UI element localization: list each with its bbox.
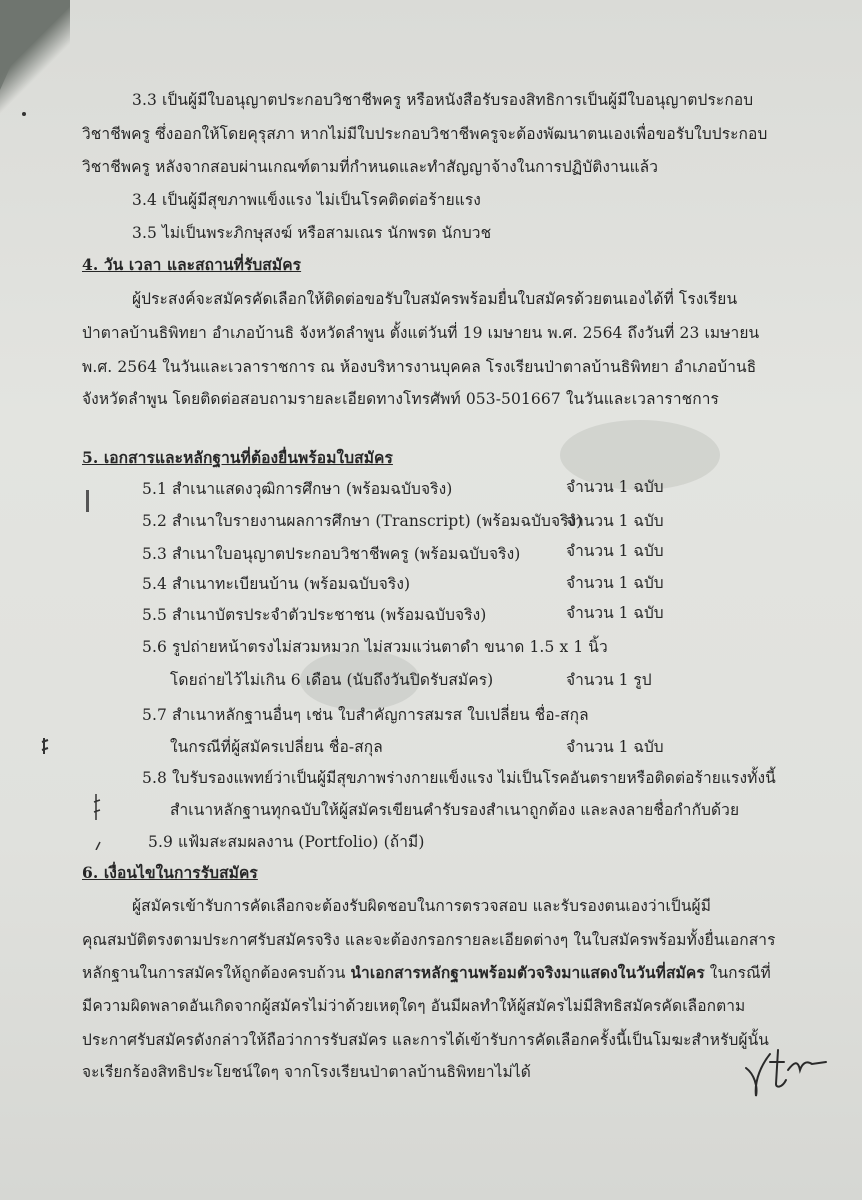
section-6-emphasis: นำเอกสารหลักฐานพร้อมตัวจริงมาแสดงในวันที่สมัคร (350, 963, 705, 982)
section-6-line-3-tail: ในกรณีที่ (704, 964, 771, 982)
item-5-6-line-2: โดยถ่ายไว้ไม่เกิน 6 เดือน (นับถึงวันปิดรับสมัคร) (170, 671, 494, 689)
item-5-3-count: จำนวน 1 ฉบับ (566, 542, 664, 560)
item-5-7-line-2: ในกรณีที่ผู้สมัครเปลี่ยน ชื่อ-สกุล (170, 738, 383, 756)
item-5-6-count: จำนวน 1 รูป (566, 671, 652, 689)
section-6-line-4 (82, 996, 745, 1016)
item-5-3: 5.3 สำเนาใบอนุญาตประกอบวิชาชีพครู (พร้อมฉบับจริง) (142, 545, 521, 563)
heading-4: 4. วัน เวลา และสถานที่รับสมัคร (82, 255, 302, 274)
item-5-6-line-1: 5.6 รูปถ่ายหน้าตรงไม่สวมหมวก ไม่สวมแว่นตาดำ ขนาด 1.5 x 1 นิ้ว (142, 638, 608, 656)
item-5-5-count: จำนวน 1 ฉบับ (566, 604, 664, 622)
item-5-2-count: จำนวน 1 ฉบับ (566, 512, 664, 530)
section-6-line-3-text: หลักฐานในการสมัครให้ถูกต้องครบถ้วน (82, 964, 351, 982)
section-3-4: 3.4 เป็นผู้มีสุขภาพแข็งแรง ไม่เป็นโรคติดต่อร้ายแรง (132, 191, 481, 209)
section-4-line-1: ผู้ประสงค์จะสมัครคัดเลือกให้ติดต่อขอรับใบสมัครพร้อมยื่นใบสมัครด้วยตนเองได้ที่ โรงเรียน (132, 290, 738, 308)
item-5-8-line-2: สำเนาหลักฐานทุกฉบับให้ผู้สมัครเขียนคำรับรองสำเนาถูกต้อง และลงลายชื่อกำกับด้วย (170, 801, 740, 819)
section-6-line-1 (132, 896, 711, 916)
item-5-4-count: จำนวน 1 ฉบับ (566, 574, 664, 592)
item-5-7-count: จำนวน 1 ฉบับ (566, 738, 664, 756)
item-5-8-line-1: 5.8 ใบรับรองแพทย์ว่าเป็นผู้มีสุขภาพร่างกายแข็งแรง ไม่เป็นโรคอันตรายหรือติดต่อร้ายแรงทั้งนี้ (142, 769, 776, 787)
item-5-5: 5.5 สำเนาบัตรประจำตัวประชาชน (พร้อมฉบับจริง) (142, 606, 487, 624)
section-4-line-4: จังหวัดลำพูน โดยติดต่อสอบถามรายละเอียดทางโทรศัพท์ 053-501667 ในวันและเวลาราชการ (82, 390, 719, 408)
heading-5: 5. เอกสารและหลักฐานที่ต้องยื่นพร้อมใบสมัคร (82, 448, 393, 467)
section-3-3-line-1: 3.3 เป็นผู้มีใบอนุญาตประกอบวิชาชีพครู หรือหนังสือรับรองสิทธิการเป็นผู้มีใบอนุญาตประกอบ (132, 91, 754, 109)
heading-6: 6. เงื่อนไขในการรับสมัคร (82, 863, 258, 882)
section-6-line-3 (82, 963, 771, 983)
item-5-1: 5.1 สำเนาแสดงวุฒิการศึกษา (พร้อมฉบับจริง) (142, 480, 453, 498)
section-6-line-2 (82, 930, 776, 950)
section-6-line-6-text: จะเรียกร้องสิทธิประโยชน์ใดๆ จากโรงเรียนป่าตาลบ้านธิพิทยาไม่ได้ (82, 1063, 531, 1081)
section-6-line-1-text: ผู้สมัครเข้ารับการคัดเลือกจะต้องรับผิดชอบในการตรวจสอบ และรับรองตนเองว่าเป็นผู้มี (132, 897, 712, 915)
item-5-2: 5.2 สำเนาใบรายงานผลการศึกษา (Transcript) (พร้อมฉบับจริง) (142, 512, 583, 530)
section-6-line-5-text: ประกาศรับสมัครดังกล่าวให้ถือว่าการรับสมัคร และการได้เข้ารับการคัดเลือกครั้งนี้เป็นโมฆะสำหรับผู้นั้น (82, 1031, 770, 1049)
section-3-3-line-2: วิชาชีพครู ซึ่งออกให้โดยคุรุสภา หากไม่มีใบประกอบวิชาชีพครูจะต้องพัฒนาตนเองเพื่อขอรับใบประกอบ (82, 125, 768, 143)
handwritten-signature (740, 1040, 830, 1100)
item-5-1-count: จำนวน 1 ฉบับ (566, 478, 664, 496)
item-5-9: 5.9 แฟ้มสะสมผลงาน (Portfolio) (ถ้ามี) (148, 833, 425, 851)
section-6-line-6 (82, 1062, 531, 1082)
section-6-line-4-text: มีความผิดพลาดอันเกิดจากผู้สมัครไม่ว่าด้วยเหตุใดๆ อันมีผลทำให้ผู้สมัครไม่มีสิทธิสมัครคัดเลือกตาม (82, 997, 746, 1015)
margin-ink-marks (20, 90, 110, 850)
section-6-line-5 (82, 1030, 769, 1050)
section-4-line-2: ป่าตาลบ้านธิพิทยา อำเภอบ้านธิ จังหวัดลำพูน ตั้งแต่วันที่ 19 เมษายน พ.ศ. 2564 ถึงวันที่ 23 เมษายน (82, 324, 760, 342)
section-6-line-2-text: คุณสมบัติตรงตามประกาศรับสมัครจริง และจะต้องกรอกรายละเอียดต่างๆ ในใบสมัครพร้อมทั้งยื่นเอกสาร (82, 931, 776, 949)
section-3-3-line-3: วิชาชีพครู หลังจากสอบผ่านเกณฑ์ตามที่กำหนดและทำสัญญาจ้างในการปฏิบัติงานแล้ว (82, 158, 659, 176)
item-5-4: 5.4 สำเนาทะเบียนบ้าน (พร้อมฉบับจริง) (142, 575, 411, 593)
section-3-5: 3.5 ไม่เป็นพระภิกษุสงฆ์ หรือสามเณร นักพรต นักบวช (132, 224, 492, 242)
item-5-7-line-1: 5.7 สำเนาหลักฐานอื่นๆ เช่น ใบสำคัญการสมรส ใบเปลี่ยน ชื่อ-สกุล (142, 706, 589, 724)
section-4-line-3: พ.ศ. 2564 ในวันและเวลาราชการ ณ ห้องบริหารงานบุคคล โรงเรียนป่าตาลบ้านธิพิทยา อำเภอบ้านธิ (82, 358, 757, 376)
